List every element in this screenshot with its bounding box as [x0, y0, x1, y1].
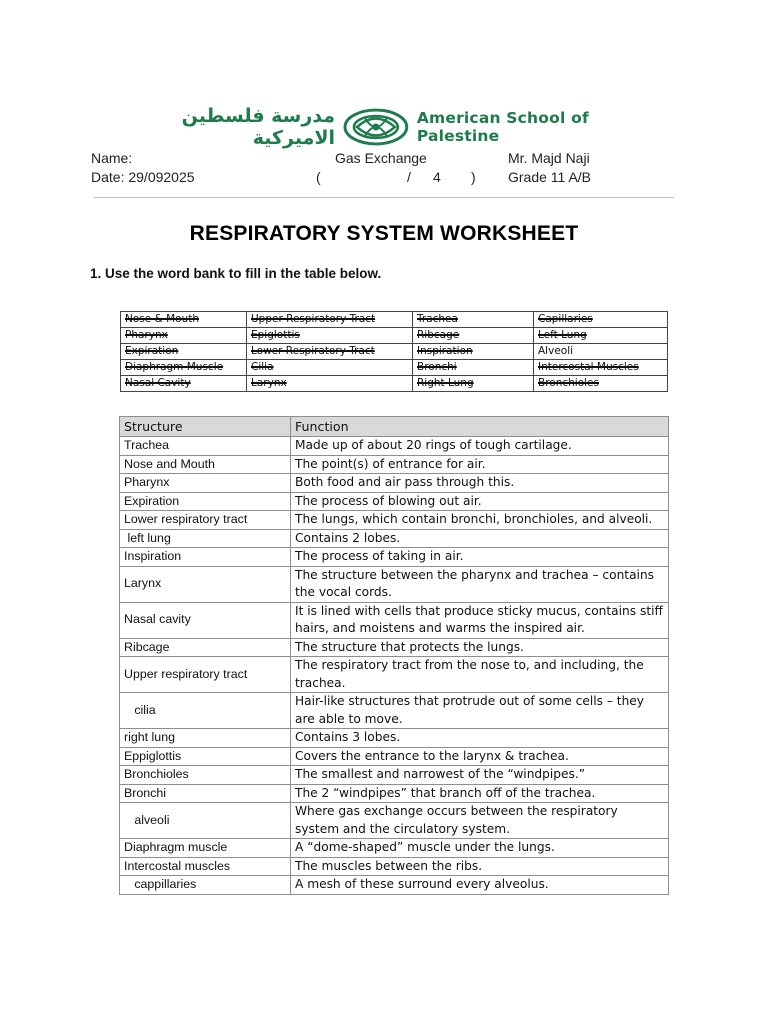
word-bank-cell: Cilia [247, 360, 413, 376]
instruction-text: 1. Use the word bank to fill in the table below. [90, 266, 382, 281]
school-emblem-icon [343, 108, 409, 146]
table-row [120, 602, 669, 638]
structure-cell: Bronchi [120, 784, 291, 803]
word-bank-row [121, 312, 668, 328]
word-bank-cell: Inspiration [413, 344, 534, 360]
function-cell: The muscles between the ribs. [291, 857, 669, 876]
function-cell: The process of taking in air. [291, 548, 669, 567]
structure-function-table [119, 416, 669, 895]
function-cell: The lungs, which contain bronchi, bronchioles, and alveoli. [291, 511, 669, 530]
structure-cell: right lung [120, 729, 291, 748]
structure-cell: Lower respiratory tract [120, 511, 291, 530]
function-cell: It is lined with cells that produce sticky mucus, contains stiff hairs, and moistens and warms the inspired air. [291, 602, 669, 638]
column-header-structure: Structure [120, 417, 291, 437]
word-bank-row [121, 328, 668, 344]
word-bank-cell: Diaphragm Muscle [121, 360, 247, 376]
score-slash: / [407, 169, 411, 185]
score-total: 4 [433, 169, 441, 185]
word-bank-row [121, 360, 668, 376]
school-header [96, 106, 676, 148]
table-row [120, 803, 669, 839]
school-name-arabic: مدرسة فلسطين الاميركية [181, 105, 336, 149]
school-name-english: American School of Palestine [416, 109, 589, 145]
word-bank-cell: Right Lung [413, 376, 534, 392]
word-bank-row [121, 376, 668, 392]
function-cell: The point(s) of entrance for air. [291, 455, 669, 474]
function-cell: Covers the entrance to the larynx & trachea. [291, 747, 669, 766]
function-cell: The smallest and narrowest of the “windpipes.” [291, 766, 669, 785]
structure-cell: cappillaries [120, 876, 291, 895]
table-row [120, 638, 669, 657]
structure-cell: Upper respiratory tract [120, 657, 291, 693]
word-bank-cell: Trachea [413, 312, 534, 328]
function-cell: The process of blowing out air. [291, 492, 669, 511]
function-cell: The structure that protects the lungs. [291, 638, 669, 657]
word-bank-cell: Intercostal Muscles [534, 360, 668, 376]
function-cell: A mesh of these surround every alveolus. [291, 876, 669, 895]
date-label: Date: 29/092025 [91, 169, 195, 185]
function-cell: The respiratory tract from the nose to, and including, the trachea. [291, 657, 669, 693]
table-row [120, 657, 669, 693]
function-cell: Both food and air pass through this. [291, 474, 669, 493]
structure-cell: Eppiglottis [120, 747, 291, 766]
structure-cell: alveoli [120, 803, 291, 839]
word-bank-row [121, 344, 668, 360]
structure-cell: Ribcage [120, 638, 291, 657]
structure-cell: Diaphragm muscle [120, 839, 291, 858]
table-row [120, 784, 669, 803]
word-bank-cell: Left Lung [534, 328, 668, 344]
word-bank-cell: Ribcage [413, 328, 534, 344]
structure-cell: cilia [120, 693, 291, 729]
table-row [120, 766, 669, 785]
name-label: Name: [91, 150, 133, 166]
table-row [120, 747, 669, 766]
function-cell: Contains 3 lobes. [291, 729, 669, 748]
word-bank-cell: Pharynx [121, 328, 247, 344]
table-row [120, 492, 669, 511]
table-row [120, 455, 669, 474]
grade-label: Grade 11 A/B [508, 169, 592, 185]
structure-cell: left lung [120, 529, 291, 548]
word-bank-cell: Alveoli [534, 344, 668, 360]
table-row [120, 839, 669, 858]
function-cell: Hair-like structures that protrude out of some cells – they are able to move. [291, 693, 669, 729]
word-bank-cell: Lower Respiratory Tract [247, 344, 413, 360]
function-cell: Made up of about 20 rings of tough cartilage. [291, 437, 669, 456]
table-row [120, 529, 669, 548]
table-row [120, 566, 669, 602]
structure-cell: Bronchioles [120, 766, 291, 785]
word-bank-cell: Nose & Mouth [121, 312, 247, 328]
table-row [120, 729, 669, 748]
structure-cell: Expiration [120, 492, 291, 511]
topic-label: Gas Exchange [335, 150, 427, 166]
structure-cell: Nasal cavity [120, 602, 291, 638]
column-header-function: Function [291, 417, 669, 437]
table-header-row [120, 417, 669, 437]
function-cell: The 2 “windpipes” that branch off of the trachea. [291, 784, 669, 803]
table-row [120, 548, 669, 567]
word-bank-cell: Epiglottis [247, 328, 413, 344]
structure-cell: Trachea [120, 437, 291, 456]
word-bank-cell: Capillaries [534, 312, 668, 328]
word-bank-cell: Bronchioles [534, 376, 668, 392]
table-row [120, 511, 669, 530]
structure-cell: Pharynx [120, 474, 291, 493]
score-open: ( [316, 169, 321, 185]
teacher-label: Mr. Majd Naji [508, 150, 590, 166]
function-cell: A “dome-shaped” muscle under the lungs. [291, 839, 669, 858]
table-row [120, 857, 669, 876]
word-bank-table [120, 311, 668, 392]
word-bank-cell: Upper Respiratory Tract [247, 312, 413, 328]
table-row [120, 474, 669, 493]
structure-cell: Intercostal muscles [120, 857, 291, 876]
word-bank-cell: Expiration [121, 344, 247, 360]
structure-cell: Inspiration [120, 548, 291, 567]
word-bank-cell: Nasal Cavity [121, 376, 247, 392]
worksheet-title: RESPIRATORY SYSTEM WORKSHEET [189, 222, 579, 245]
structure-cell: Nose and Mouth [120, 455, 291, 474]
word-bank-cell: Larynx [247, 376, 413, 392]
score-close: ) [471, 169, 476, 185]
function-cell: Contains 2 lobes. [291, 529, 669, 548]
table-row [120, 876, 669, 895]
word-bank-cell: Bronchi [413, 360, 534, 376]
function-cell: Where gas exchange occurs between the respiratory system and the circulatory system. [291, 803, 669, 839]
header-divider [94, 197, 674, 198]
table-row [120, 437, 669, 456]
structure-cell: Larynx [120, 566, 291, 602]
function-cell: The structure between the pharynx and trachea – contains the vocal cords. [291, 566, 669, 602]
table-row [120, 693, 669, 729]
